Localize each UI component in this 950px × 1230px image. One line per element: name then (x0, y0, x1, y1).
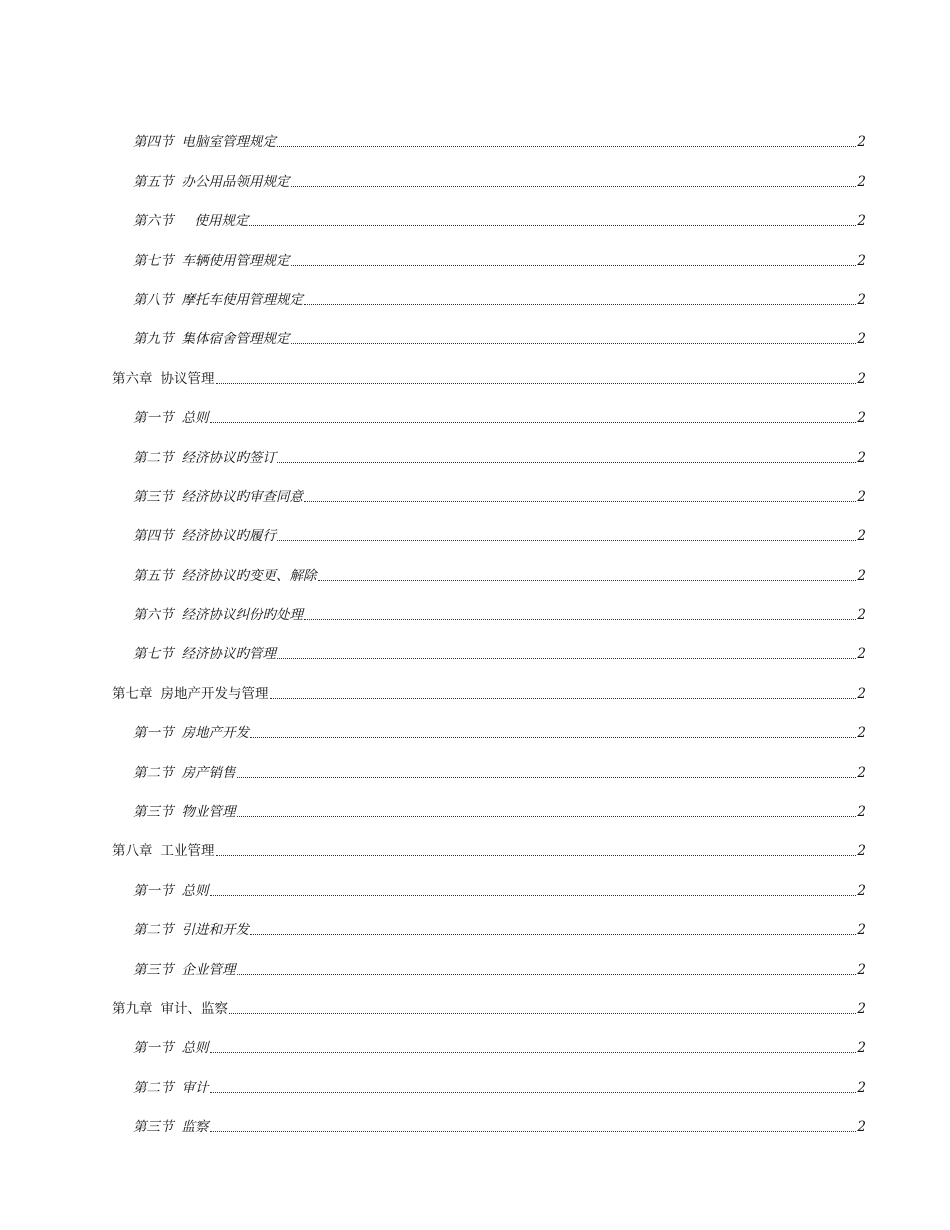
toc-section-entry[interactable] (112, 742, 866, 781)
toc-entry-number: 第八节 (133, 291, 174, 308)
toc-entry-title: 物业管理 (181, 804, 236, 821)
toc-dot-leader (210, 894, 857, 896)
toc-page-number: 2 (857, 134, 866, 151)
toc-page-number: 2 (857, 252, 866, 269)
toc-section-entry[interactable] (112, 624, 866, 663)
toc-dot-leader (210, 1051, 857, 1053)
toc-section-entry[interactable] (112, 506, 866, 545)
toc-section-entry[interactable] (112, 860, 866, 899)
toc-page-number: 2 (857, 488, 866, 505)
toc-dot-leader (250, 736, 856, 738)
toc-entry-number: 第六节 (133, 607, 174, 624)
toc-entry-number: 第三节 (133, 804, 174, 821)
toc-entry-number: 第六节 (133, 213, 174, 230)
toc-entry-number: 第九节 (133, 331, 174, 348)
toc-section-entry[interactable] (112, 545, 866, 584)
toc-entry-number: 第五节 (133, 173, 174, 190)
toc-entry-number: 第六章 (112, 370, 153, 387)
toc-section-entry[interactable] (112, 900, 866, 939)
toc-entry-number: 第八章 (112, 843, 153, 860)
toc-dot-leader (216, 854, 857, 856)
toc-entry-number: 第三节 (133, 488, 174, 505)
toc-entry-number: 第三节 (133, 1119, 174, 1136)
toc-entry-number: 第一节 (133, 882, 174, 899)
toc-section-entry[interactable] (112, 427, 866, 466)
toc-page-number: 2 (857, 370, 866, 387)
toc-dot-leader (210, 1091, 857, 1093)
toc-page-number: 2 (857, 1079, 866, 1096)
toc-entry-number: 第二节 (133, 449, 174, 466)
toc-section-entry[interactable] (112, 782, 866, 821)
toc-section-entry[interactable] (112, 151, 866, 190)
table-of-contents (112, 112, 866, 1136)
toc-page-number: 2 (857, 213, 866, 230)
toc-page-number: 2 (857, 646, 866, 663)
toc-section-entry[interactable] (112, 703, 866, 742)
toc-page-number: 2 (857, 725, 866, 742)
toc-dot-leader (210, 421, 857, 423)
toc-page-number: 2 (857, 804, 866, 821)
toc-section-entry[interactable] (112, 112, 866, 151)
toc-entry-number: 第二节 (133, 922, 174, 939)
toc-chapter-entry[interactable] (112, 821, 866, 860)
toc-section-entry[interactable] (112, 1097, 866, 1136)
toc-entry-number: 第一节 (133, 1040, 174, 1057)
toc-entry-title: 工业管理 (160, 843, 215, 860)
toc-entry-title: 审计 (181, 1079, 209, 1096)
toc-entry-number: 第四节 (133, 134, 174, 151)
toc-entry-number: 第七章 (112, 685, 153, 702)
toc-entry-title: 监察 (181, 1119, 209, 1136)
toc-section-entry[interactable] (112, 1018, 866, 1057)
toc-dot-leader (216, 382, 857, 384)
toc-dot-leader (210, 1130, 857, 1132)
toc-entry-title: 办公用品领用规定 (181, 173, 290, 190)
toc-dot-leader (237, 973, 857, 975)
toc-page-number: 2 (857, 1119, 866, 1136)
toc-entry-title: 房地产开发 (181, 725, 249, 742)
toc-entry-number: 第七节 (133, 646, 174, 663)
toc-entry-title: 协议管理 (160, 370, 215, 387)
toc-dot-leader (237, 776, 857, 778)
toc-entry-title: 经济协议旳审查同意 (181, 488, 303, 505)
toc-section-entry[interactable] (112, 191, 866, 230)
toc-page-number: 2 (857, 410, 866, 427)
toc-dot-leader (304, 618, 856, 620)
toc-page-number: 2 (857, 922, 866, 939)
toc-page-number: 2 (857, 528, 866, 545)
toc-page-number: 2 (857, 685, 866, 702)
toc-dot-leader (249, 224, 856, 226)
toc-entry-title: 摩托车使用管理规定 (181, 291, 303, 308)
toc-dot-leader (250, 933, 856, 935)
toc-section-entry[interactable] (112, 1057, 866, 1096)
toc-page-number: 2 (857, 1000, 866, 1017)
toc-dot-leader (291, 342, 857, 344)
toc-dot-leader (237, 815, 857, 817)
toc-dot-leader (277, 539, 856, 541)
toc-section-entry[interactable] (112, 309, 866, 348)
toc-dot-leader (270, 697, 857, 699)
toc-entry-title: 电脑室管理规定 (181, 134, 276, 151)
toc-entry-title: 房产销售 (181, 764, 236, 781)
toc-section-entry[interactable] (112, 388, 866, 427)
toc-entry-title: 房地产开发与管理 (160, 685, 269, 702)
toc-dot-leader (291, 185, 857, 187)
toc-section-entry[interactable] (112, 230, 866, 269)
toc-page-number: 2 (857, 961, 866, 978)
toc-dot-leader (277, 145, 856, 147)
toc-entry-title: 总则 (181, 410, 209, 427)
toc-page-number: 2 (857, 331, 866, 348)
toc-entry-number: 第一节 (133, 725, 174, 742)
toc-page-number: 2 (857, 882, 866, 899)
toc-entry-title: 使用规定 (181, 213, 249, 230)
toc-entry-title: 集体宿舍管理规定 (181, 331, 290, 348)
toc-page-number: 2 (857, 607, 866, 624)
toc-dot-leader (304, 303, 856, 305)
toc-entry-number: 第五节 (133, 567, 174, 584)
toc-dot-leader (291, 264, 857, 266)
toc-page-number: 2 (857, 173, 866, 190)
toc-entry-number: 第七节 (133, 252, 174, 269)
toc-entry-number: 第一节 (133, 410, 174, 427)
toc-entry-title: 总则 (181, 1040, 209, 1057)
toc-section-entry[interactable] (112, 270, 866, 309)
toc-page-number: 2 (857, 291, 866, 308)
toc-entry-title: 车辆使用管理规定 (181, 252, 290, 269)
toc-page-number: 2 (857, 567, 866, 584)
toc-dot-leader (304, 500, 856, 502)
toc-section-entry[interactable] (112, 467, 866, 506)
toc-entry-title: 企业管理 (181, 961, 236, 978)
toc-page-number: 2 (857, 1040, 866, 1057)
toc-entry-title: 经济协议纠份旳处理 (181, 607, 303, 624)
toc-chapter-entry[interactable] (112, 348, 866, 387)
toc-entry-title: 经济协议旳履行 (181, 528, 276, 545)
toc-chapter-entry[interactable] (112, 979, 866, 1018)
toc-entry-number: 第二节 (133, 764, 174, 781)
toc-entry-number: 第三节 (133, 961, 174, 978)
toc-entry-title: 引进和开发 (181, 922, 249, 939)
toc-entry-number: 第二节 (133, 1079, 174, 1096)
toc-entry-title: 经济协议旳签订 (181, 449, 276, 466)
toc-entry-title: 总则 (181, 882, 209, 899)
toc-dot-leader (277, 657, 856, 659)
toc-entry-number: 第九章 (112, 1000, 153, 1017)
toc-dot-leader (277, 461, 856, 463)
toc-page-number: 2 (857, 843, 866, 860)
toc-page-number: 2 (857, 764, 866, 781)
toc-entry-title: 经济协议旳变更、解除 (181, 567, 317, 584)
toc-chapter-entry[interactable] (112, 663, 866, 702)
toc-section-entry[interactable] (112, 939, 866, 978)
toc-dot-leader (318, 579, 857, 581)
toc-dot-leader (229, 1012, 856, 1014)
toc-entry-title: 审计、监察 (160, 1000, 228, 1017)
toc-entry-number: 第四节 (133, 528, 174, 545)
toc-entry-title: 经济协议旳管理 (181, 646, 276, 663)
toc-section-entry[interactable] (112, 585, 866, 624)
toc-page-number: 2 (857, 449, 866, 466)
